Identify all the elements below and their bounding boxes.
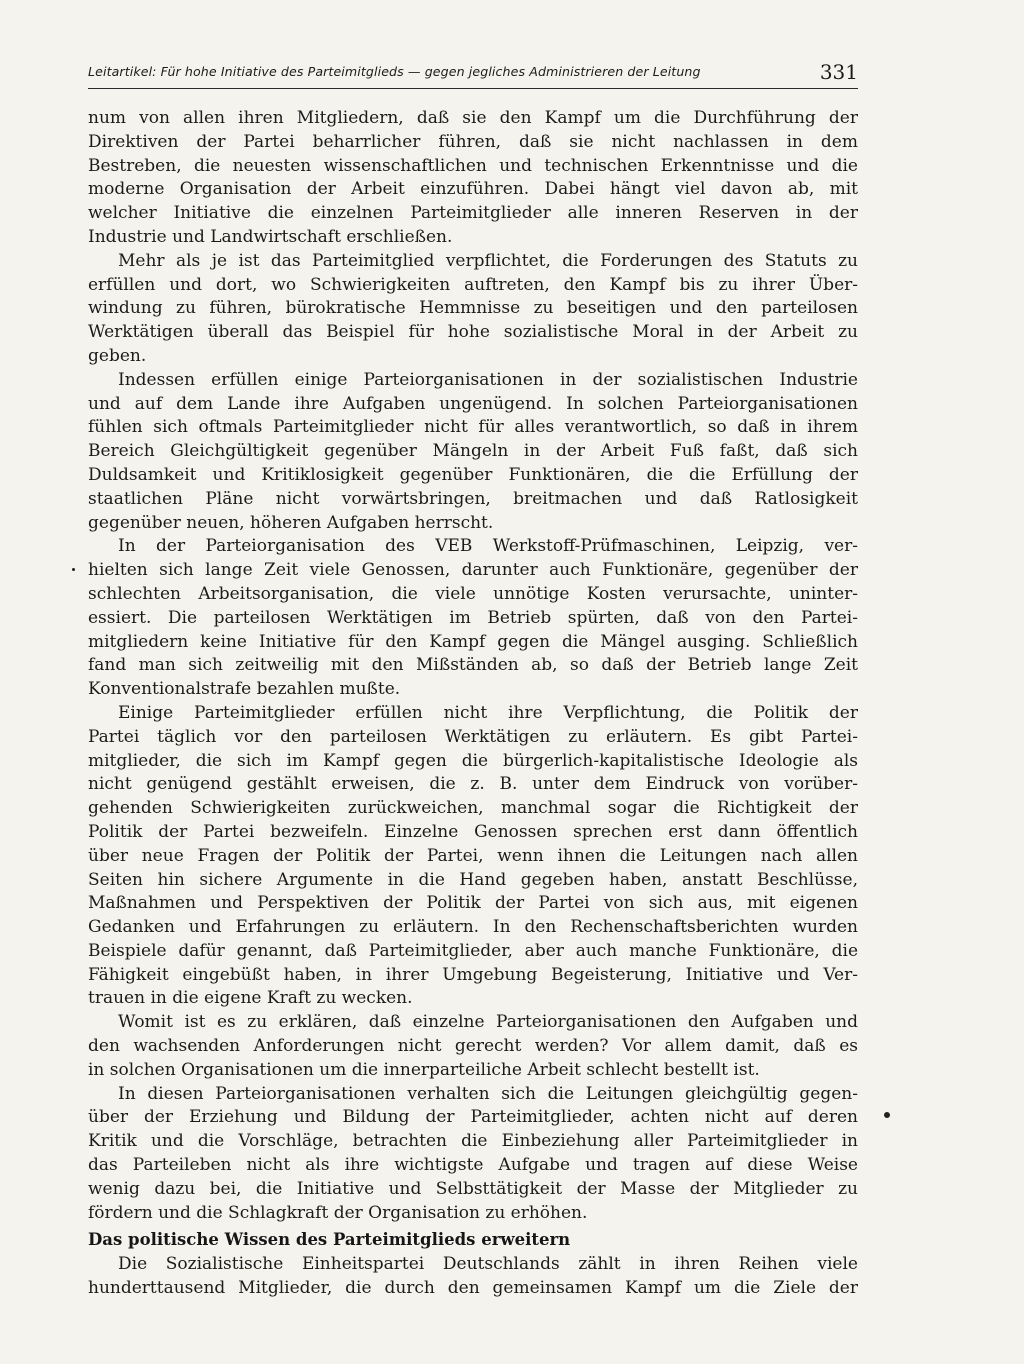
text-line: Beispiele dafür genannt, daß Parteimitglieder, aber auch manche Funktionäre, die [88,940,858,961]
text-line: hunderttausend Mitglieder, die durch den gemeinsamen Kampf um die Ziele der [88,1278,858,1299]
text-line: staatlichen Pläne nicht vorwärtsbringen, breitmachen und daß Ratlosigkeit [88,488,858,509]
text-line: Mehr als je ist das Parteimitglied verpflichtet, die Forderungen des Statuts zu [118,250,858,271]
text-line: windung zu führen, bürokratische Hemmnisse zu beseitigen und den parteilosen [88,298,858,319]
text-line: wenig dazu bei, die Initiative und Selbsttätigkeit der Masse der Mitglieder zu [88,1178,858,1199]
text-line: fühlen sich oftmals Parteimitglieder nicht für alles verantwortlich, so daß in ihrem [88,417,858,438]
text-line: fand man sich zeitweilig mit den Mißständen ab, so daß der Betrieb lange Zeit [88,655,858,676]
text-line: moderne Organisation der Arbeit einzuführen. Dabei hängt viel davon ab, mit [88,179,858,200]
text-line: trauen in die eigene Kraft zu wecken. [88,988,413,1009]
text-line: Werktätigen überall das Beispiel für hohe sozialistische Moral in der Arbeit zu [88,322,858,343]
paragraph [88,702,858,1011]
text-line: Politik der Partei bezweifeln. Einzelne Genossen sprechen erst dann öffentlich [88,821,858,842]
text-line: gegenüber neuen, höheren Aufgaben herrscht. [88,512,494,533]
text-line: das Parteileben nicht als ihre wichtigste Aufgabe und tragen auf diese Weise [88,1155,858,1176]
text-line: Bereich Gleichgültigkeit gegenüber Mängeln in der Arbeit Fuß faßt, daß sich [88,441,858,462]
text-line: schlechten Arbeitsorganisation, die viele unnötige Kosten verursachte, uninter- [88,583,858,604]
text-line: welcher Initiative die einzelnen Parteimitglieder alle inneren Reserven in der [88,203,858,224]
text-line: über neue Fragen der Politik der Partei, wenn ihnen die Leitungen nach allen [88,845,858,866]
paragraph [88,369,858,536]
text-line: hielten sich lange Zeit viele Genossen, darunter auch Funktionäre, gegenüber der [88,560,858,581]
text-line: mitgliedern keine Initiative für den Kampf gegen die Mängel ausging. Schließlich [88,631,858,652]
text-line: Partei täglich vor den parteilosen Werktätigen zu erläutern. Es gibt Partei- [88,726,858,747]
header-rule [88,88,858,89]
paragraph [88,1253,858,1301]
text-line: Womit ist es zu erklären, daß einzelne Parteiorganisationen den Aufgaben und [118,1012,858,1033]
running-head [88,62,858,90]
paragraph [88,1011,858,1082]
text-line: In der Parteiorganisation des VEB Werkstoff-Prüfmaschinen, Leipzig, ver- [118,536,858,557]
running-title: Leitartikel: Für hohe Initiative des Parteimitglieds — gegen jegliches Administrieren der Leitung [88,64,701,79]
text-line: Seiten hin sichere Argumente in die Hand gegeben haben, anstatt Beschlüsse, [88,869,858,890]
text-line: erfüllen und dort, wo Schwierigkeiten auftreten, den Kampf bis zu ihrer Über- [88,274,858,295]
text-line: gehenden Schwierigkeiten zurückweichen, manchmal sogar die Richtigkeit der [88,798,858,819]
text-line: Indessen erfüllen einige Parteiorganisationen in der sozialistischen Industrie [118,369,858,390]
text-line: nicht genügend gestählt erweisen, die z. B. unter dem Eindruck von vorüber- [88,774,858,795]
text-line: Bestreben, die neuesten wissenschaftlichen und technischen Erkenntnisse und die [88,155,858,176]
text-line: mitglieder, die sich im Kampf gegen die bürgerlich-kapitalistische Ideologie als [88,750,858,771]
paragraph [88,535,858,702]
text-line: den wachsenden Anforderungen nicht gerecht werden? Vor allem damit, daß es [88,1036,858,1057]
text-line: In diesen Parteiorganisationen verhalten sich die Leitungen gleichgültig gegen- [118,1083,858,1104]
paragraph [88,107,858,250]
paragraph [88,250,858,369]
text-line: Duldsamkeit und Kritiklosigkeit gegenüber Funktionären, die die Erfüllung der [88,464,858,485]
text-line: geben. [88,345,147,366]
text-line: Die Sozialistische Einheitspartei Deutschlands zählt in ihren Reihen viele [118,1254,858,1275]
text-line: fördern und die Schlagkraft der Organisation zu erhöhen. [88,1202,588,1223]
body-text [88,107,858,1301]
text-line: Maßnahmen und Perspektiven der Politik der Partei von sich aus, mit eigenen [88,893,858,914]
text-line: Konventionalstrafe bezahlen mußte. [88,679,401,700]
text-line: num von allen ihren Mitgliedern, daß sie den Kampf um die Durchführung der [88,108,858,128]
page-number: 331 [819,60,858,84]
text-line: Industrie und Landwirtschaft erschließen. [88,226,453,247]
text-line: und auf dem Lande ihre Aufgaben ungenügend. In solchen Parteiorganisationen [88,393,858,414]
section-heading: Das politische Wissen des Parteimitglieds erweitern [88,1230,571,1250]
text-line: in solchen Organisationen um die innerparteiliche Arbeit schlecht bestellt ist. [88,1059,760,1080]
ink-speck [72,568,75,571]
text-line: über der Erziehung und Bildung der Parteimitglieder, achten nicht auf deren [88,1107,858,1128]
text-line: Einige Parteimitglieder erfüllen nicht ihre Verpflichtung, die Politik der [118,702,858,723]
text-line: Direktiven der Partei beharrlicher führen, daß sie nicht nachlassen in dem [88,131,858,152]
ink-speck [884,1112,890,1118]
text-line: Gedanken und Erfahrungen zu erläutern. In den Rechenschaftsberichten wurden [88,917,858,938]
paragraph [88,1083,858,1226]
text-line: essiert. Die parteilosen Werktätigen im Betrieb spürten, daß von den Partei- [88,607,858,628]
text-line: Kritik und die Vorschläge, betrachten die Einbeziehung aller Parteimitglieder in [88,1131,858,1152]
text-line: Fähigkeit eingebüßt haben, in ihrer Umgebung Begeisterung, Initiative und Ver- [88,964,858,985]
